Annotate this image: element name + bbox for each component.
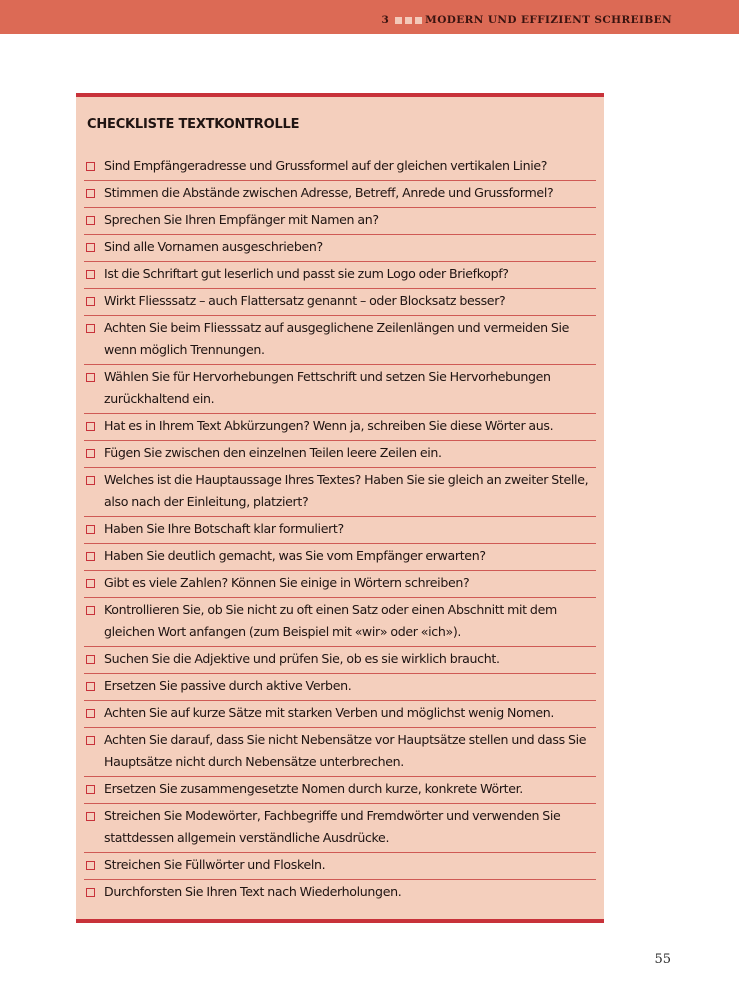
checkbox[interactable] xyxy=(86,682,95,691)
checkbox[interactable] xyxy=(86,606,95,615)
checklist-item-text: Streichen Sie Füllwörter und Floskeln. xyxy=(104,857,326,872)
checklist-box xyxy=(76,93,604,923)
checklist-item-text: Haben Sie deutlich gemacht, was Sie vom Empfänger erwarten? xyxy=(104,548,486,563)
checklist-item-text: Sind Empfängeradresse und Grussformel auf der gleichen vertikalen Linie? xyxy=(104,158,548,173)
checkbox[interactable] xyxy=(86,736,95,745)
checklist-item xyxy=(84,853,596,880)
checklist-item xyxy=(84,804,596,853)
checklist-item xyxy=(84,365,596,414)
checklist-item-text: Ersetzen Sie passive durch aktive Verben. xyxy=(104,678,352,693)
checklist-item xyxy=(84,262,596,289)
checklist-item xyxy=(84,598,596,647)
checkbox[interactable] xyxy=(86,324,95,333)
checklist-item-text: Sind alle Vornamen ausgeschrieben? xyxy=(104,239,323,254)
checklist-item-text: Hat es in Ihrem Text Abkürzungen? Wenn ja, schreiben Sie diese Wörter aus. xyxy=(104,418,554,433)
checklist-item-text: Gibt es viele Zahlen? Können Sie einige in Wörtern schreiben? xyxy=(104,575,470,590)
checkbox[interactable] xyxy=(86,525,95,534)
running-head xyxy=(381,13,672,27)
checklist-item xyxy=(84,154,596,181)
checklist-item xyxy=(84,441,596,468)
checklist-item xyxy=(84,289,596,316)
checklist-item-text: Welches ist die Hauptaussage Ihres Textes? Haben Sie sie gleich an zweiter Stelle, also nach der Einleitung, platziert? xyxy=(104,472,589,509)
checklist-item xyxy=(84,701,596,728)
checklist-item-text: Wirkt Fliesssatz – auch Flattersatz genannt – oder Blocksatz besser? xyxy=(104,293,506,308)
checklist-item xyxy=(84,414,596,441)
checkbox[interactable] xyxy=(86,422,95,431)
decorative-square-icon xyxy=(395,17,402,24)
checklist-item-text: Achten Sie beim Fliesssatz auf ausgeglichene Zeilenlängen und vermeiden Sie wenn möglich Trennungen. xyxy=(104,320,570,357)
checklist-item-text: Achten Sie darauf, dass Sie nicht Nebensätze vor Hauptsätze stellen und dass Sie Hauptsätze nicht durch Nebensätze unterbrechen. xyxy=(104,732,587,769)
checkbox[interactable] xyxy=(86,812,95,821)
checkbox[interactable] xyxy=(86,243,95,252)
checklist-item xyxy=(84,777,596,804)
checklist-item xyxy=(84,316,596,365)
checkbox[interactable] xyxy=(86,888,95,897)
checklist-item xyxy=(84,728,596,777)
chapter-title: MODERN UND EFFIZIENT SCHREIBEN xyxy=(425,14,672,26)
checklist-item-text: Kontrollieren Sie, ob Sie nicht zu oft einen Satz oder einen Abschnitt mit dem gleichen Wort anfangen (zum Beispiel mit «wir» oder «ich»). xyxy=(104,602,557,639)
checkbox[interactable] xyxy=(86,270,95,279)
checklist-item-text: Stimmen die Abstände zwischen Adresse, Betreff, Anrede und Grussformel? xyxy=(104,185,554,200)
checklist xyxy=(84,154,596,907)
checklist-item-text: Streichen Sie Modewörter, Fachbegriffe und Fremdwörter und verwenden Sie stattdessen allgemein verständliche Ausdrücke. xyxy=(104,808,561,845)
checkbox[interactable] xyxy=(86,861,95,870)
page-number: 55 xyxy=(654,952,671,967)
checkbox[interactable] xyxy=(86,655,95,664)
checklist-item xyxy=(84,647,596,674)
checklist-item-text: Haben Sie Ihre Botschaft klar formuliert? xyxy=(104,521,344,536)
decorative-square-icon xyxy=(405,17,412,24)
chapter-header-band xyxy=(0,0,739,34)
checklist-item xyxy=(84,235,596,262)
checklist-item xyxy=(84,517,596,544)
checklist-item-text: Ersetzen Sie zusammengesetzte Nomen durch kurze, konkrete Wörter. xyxy=(104,781,523,796)
checklist-item-text: Wählen Sie für Hervorhebungen Fettschrift und setzen Sie Hervorhebungen zurückhaltend ein. xyxy=(104,369,551,406)
checkbox[interactable] xyxy=(86,476,95,485)
checkbox[interactable] xyxy=(86,297,95,306)
checklist-item-text: Achten Sie auf kurze Sätze mit starken Verben und möglichst wenig Nomen. xyxy=(104,705,555,720)
checklist-item-text: Suchen Sie die Adjektive und prüfen Sie, ob es sie wirklich braucht. xyxy=(104,651,500,666)
checklist-item xyxy=(84,880,596,907)
checklist-item-text: Sprechen Sie Ihren Empfänger mit Namen an? xyxy=(104,212,379,227)
checkbox[interactable] xyxy=(86,373,95,382)
chapter-number: 3 xyxy=(381,14,390,26)
checkbox[interactable] xyxy=(86,785,95,794)
checkbox[interactable] xyxy=(86,449,95,458)
checklist-item xyxy=(84,181,596,208)
checklist-title: CHECKLISTE TEXTKONTROLLE xyxy=(87,117,300,132)
checkbox[interactable] xyxy=(86,162,95,171)
checkbox[interactable] xyxy=(86,216,95,225)
checklist-item xyxy=(84,571,596,598)
checklist-item-text: Ist die Schriftart gut leserlich und passt sie zum Logo oder Briefkopf? xyxy=(104,266,509,281)
checkbox[interactable] xyxy=(86,552,95,561)
checklist-item xyxy=(84,544,596,571)
checklist-item xyxy=(84,208,596,235)
decorative-square-icon xyxy=(415,17,422,24)
checklist-item xyxy=(84,468,596,517)
checkbox[interactable] xyxy=(86,579,95,588)
checklist-item-text: Durchforsten Sie Ihren Text nach Wiederholungen. xyxy=(104,884,402,899)
checklist-item-text: Fügen Sie zwischen den einzelnen Teilen leere Zeilen ein. xyxy=(104,445,442,460)
checkbox[interactable] xyxy=(86,709,95,718)
checkbox[interactable] xyxy=(86,189,95,198)
checklist-item xyxy=(84,674,596,701)
